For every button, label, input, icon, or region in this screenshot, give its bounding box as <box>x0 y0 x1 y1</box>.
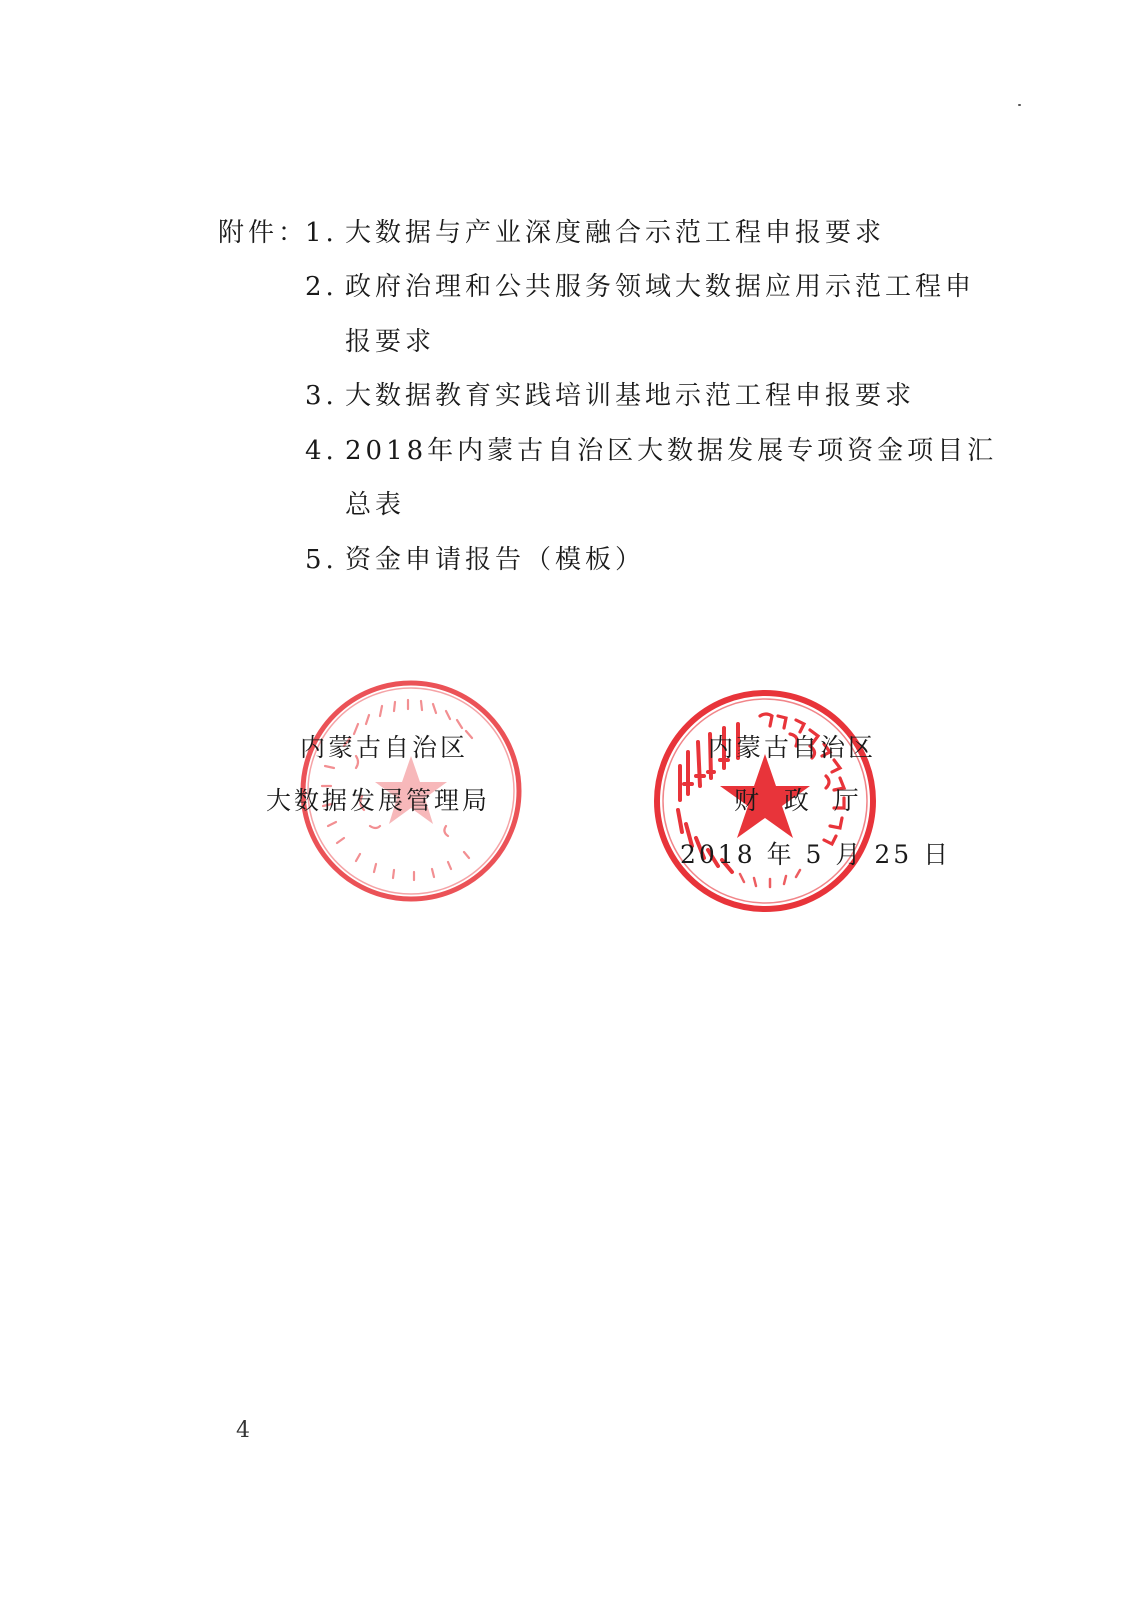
attachment-item-1 <box>305 218 885 248</box>
attachment-number: 1. <box>305 218 338 248</box>
left-signature-line2: 大数据发展管理局 <box>266 786 491 815</box>
attachment-number: 5. <box>305 545 338 575</box>
attachment-text: 2018年内蒙古自治区大数据发展专项资金项目汇 <box>345 436 998 466</box>
attachment-text: 大数据与产业深度融合示范工程申报要求 <box>345 218 886 248</box>
attachment-item-5 <box>305 545 645 575</box>
page-number: 4 <box>236 1418 250 1443</box>
attachment-text: 资金申请报告（模板） <box>345 545 646 575</box>
attachment-item-2 <box>305 272 975 302</box>
left-signature-line1: 内蒙古自治区 <box>300 733 469 762</box>
attachment-item-3 <box>305 381 915 411</box>
signature-date: 2018 年 5 月 25 日 <box>680 840 952 869</box>
attachments-label: 附件： <box>218 218 309 248</box>
attachment-number: 3. <box>305 381 338 411</box>
right-signature-line2: 财 政 厅 <box>734 786 862 815</box>
attachment-item-4 <box>305 436 997 466</box>
attachment-text: 政府治理和公共服务领域大数据应用示范工程申 <box>345 272 976 302</box>
attachment-item-2-continuation: 报要求 <box>345 327 436 357</box>
attachment-item-4-continuation: 总表 <box>345 490 406 520</box>
attachment-number: 4. <box>305 436 338 466</box>
scan-artifact <box>1018 104 1021 106</box>
attachment-text: 大数据教育实践培训基地示范工程申报要求 <box>345 381 916 411</box>
right-signature-line1: 内蒙古自治区 <box>708 733 877 762</box>
attachment-number: 2. <box>305 272 338 302</box>
